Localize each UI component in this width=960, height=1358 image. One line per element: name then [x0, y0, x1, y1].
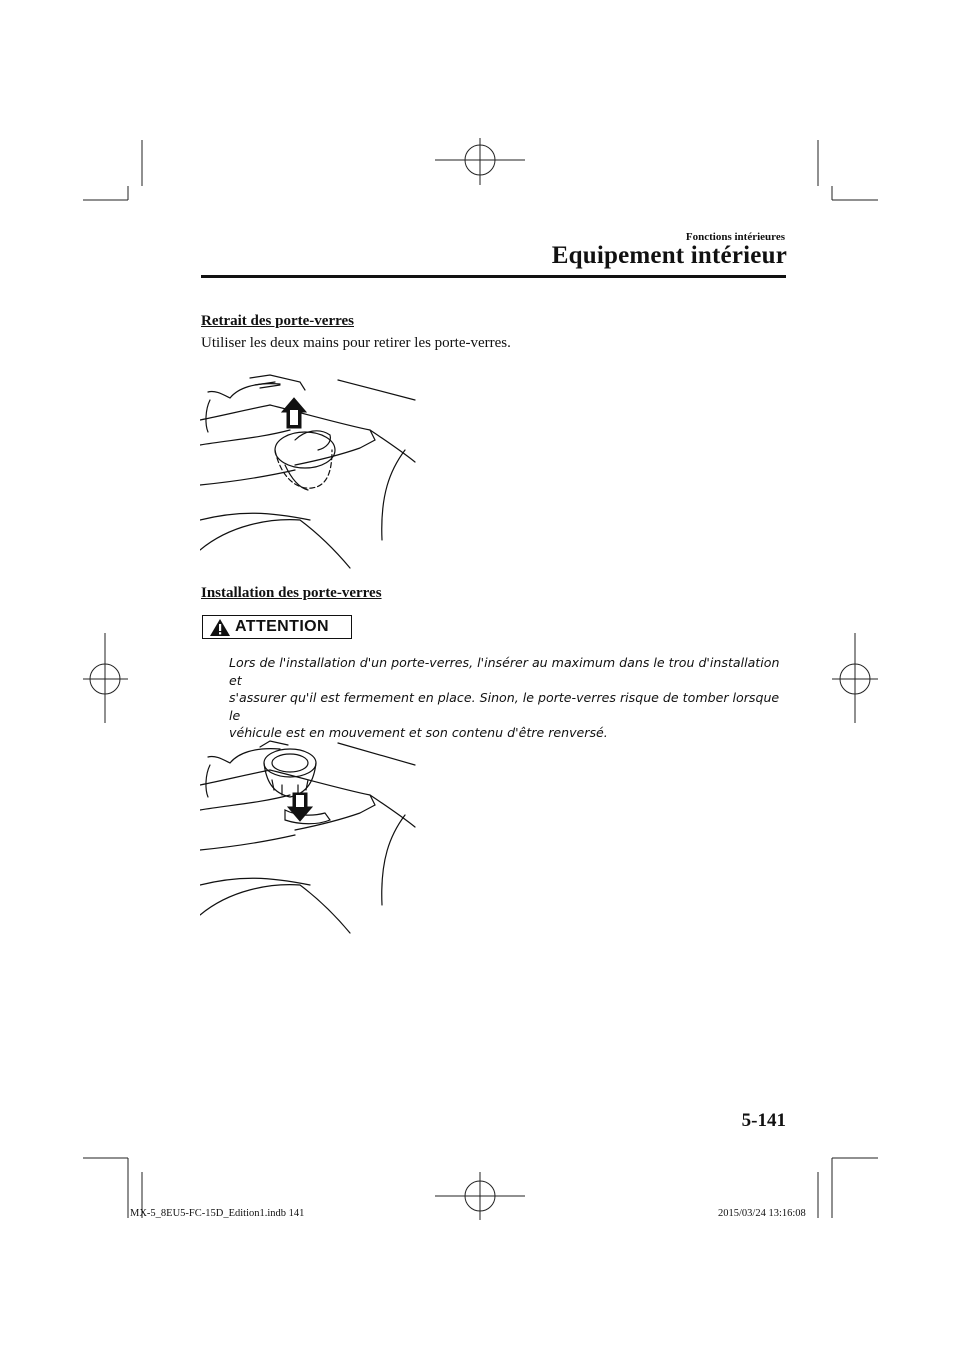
page-number: 5-141 [741, 1110, 786, 1131]
removal-heading: Retrait des porte-verres [201, 313, 354, 329]
caution-line: Lors de l'installation d'un porte-verres, l'insérer au maximum dans le trou d'installation et [229, 655, 780, 688]
footer-file-info: MX-5_8EU5-FC-15D_Edition1.indb 141 [130, 1208, 305, 1219]
installation-heading: Installation des porte-verres [201, 585, 382, 601]
caution-line: s'assurer qu'il est fermement en place. Sinon, le porte-verres risque de tomber lorsque le [229, 690, 780, 723]
warning-triangle-icon [209, 618, 231, 637]
cup-holder-installation-illustration [200, 735, 420, 935]
section-title: Fonctions intérieures [685, 231, 785, 243]
chapter-title: Equipement intérieur [551, 242, 787, 269]
caution-box [202, 615, 352, 639]
caution-line: véhicule est en mouvement et son contenu d'être renversé. [229, 725, 608, 740]
caution-text [229, 654, 789, 742]
footer-timestamp: 2015/03/24 13:16:08 [718, 1208, 806, 1219]
removal-text: Utiliser les deux mains pour retirer les porte-verres. [201, 335, 511, 351]
cup-holder-removal-illustration [200, 370, 420, 570]
header-rule [201, 275, 786, 278]
caution-label: ATTENTION [235, 618, 329, 635]
